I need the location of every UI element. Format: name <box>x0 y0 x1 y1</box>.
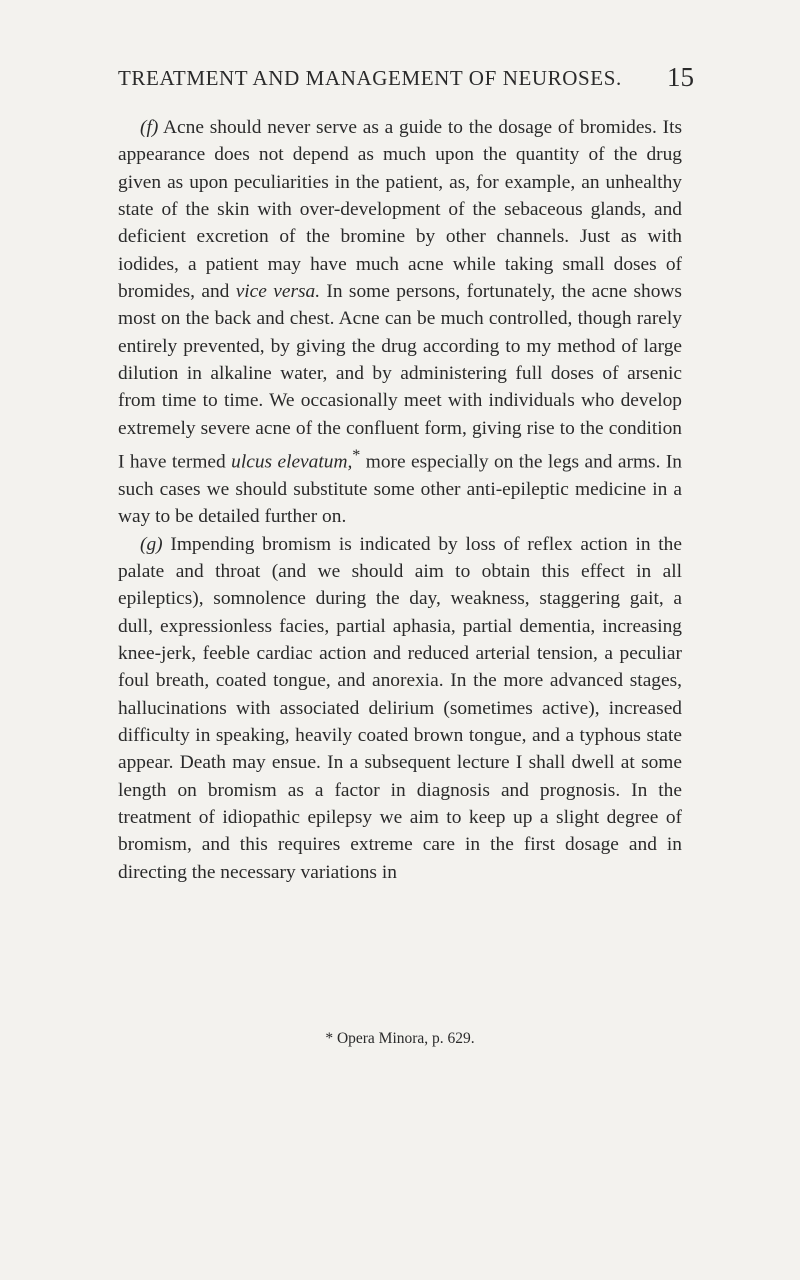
paragraph-f-text-1: Acne should never serve as a guide to the dosage of bromides. Its appearance does not depend as much upon the quantity of the drug given as upon peculiarities in the patient, as, for example, an unhealthy state of the skin with over-development of the sebaceous glands, and deficient excretion of the bromine by other channels. Just as with iodides, a patient may have much acne while taking small doses of bromides, and <box>118 117 682 303</box>
paragraph-g <box>118 531 682 886</box>
page-number: 15 <box>667 62 694 92</box>
paragraph-f <box>118 114 682 531</box>
paragraph-f-text-2: In some persons, fortunately, the acne shows most on the back and chest. Acne can be much controlled, though rarely entirely prevented, by giving the drug according to my method of large dilution in alkaline water, and by administering full doses of arsenic from time to time. We occasionally meet with individuals who develop extremely severe acne of the confluent form, giving rise to the condition I have termed <box>118 281 682 473</box>
page-header <box>118 62 694 100</box>
paragraph-f-marker: (f) <box>140 117 159 138</box>
footnote-reference: * <box>352 447 361 465</box>
paragraph-g-marker: (g) <box>140 533 163 555</box>
paragraph-f-text-3: more especially on the legs and arms. In such cases we should substitute some other anti-epileptic medicine in a way to be detailed further on. <box>118 451 682 528</box>
ulcus-elevatum-term: ulcus elevatum, <box>231 451 353 473</box>
paragraph-g-text: Impending bromism is indicated by loss of reflex action in the palate and throat (and we should aim to obtain this effect in all epileptics), somnolence during the day, weakness, staggering gait, a dull, expressionless facies, partial aphasia, partial dementia, increasing knee-jerk, feeble cardiac action and reduced arterial tension, a peculiar foul breath, coated tongue, and anorexia. In the more advanced stages, hallucinations with associated delirium (sometimes active), increased difficulty in speaking, heavily coated brown tongue, and a typhous state appear. Death may ensue. In a subsequent lecture I shall dwell at some length on bromism as a factor in diagnosis and prognosis. In the treatment of idiopathic epilepsy we aim to keep up a slight degree of bromism, and this requires extreme care in the first dosage and in directing the necessary variations in <box>118 533 682 883</box>
running-title: TREATMENT AND MANAGEMENT OF NEUROSES. <box>118 66 622 90</box>
page-body <box>118 114 682 886</box>
footnote: * Opera Minora, p. 629. <box>325 1030 475 1047</box>
vice-versa-term: vice versa. <box>235 281 321 303</box>
